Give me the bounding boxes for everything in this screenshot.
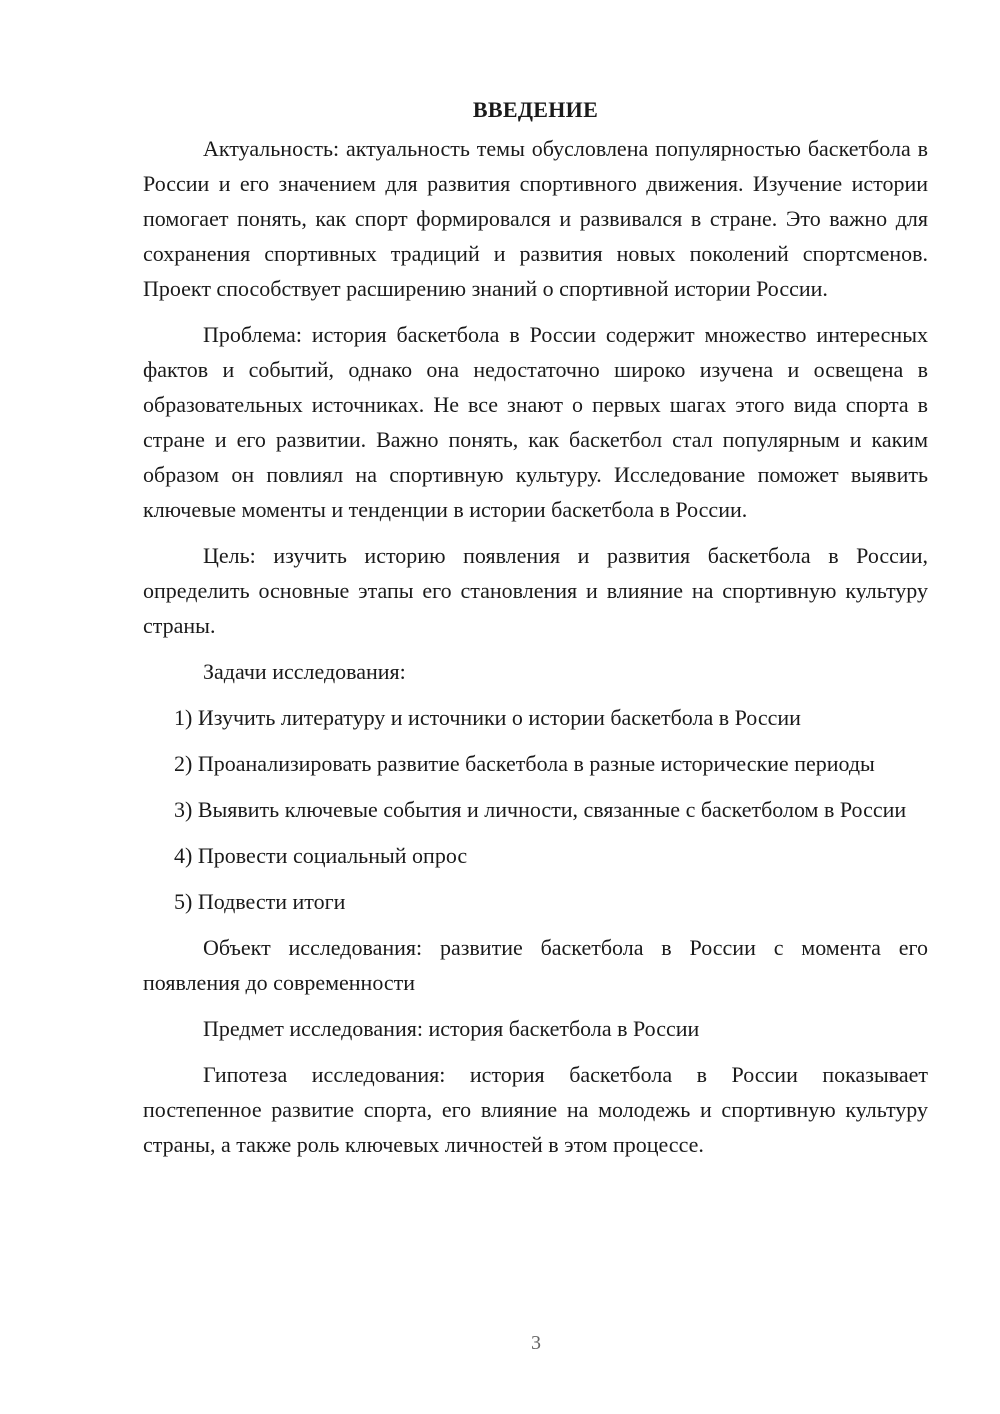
task-item-4: 4) Провести социальный опрос (174, 843, 468, 868)
task-item-3: 3) Выявить ключевые события и личности, связанные с баскетболом в России (174, 797, 907, 822)
paragraph-subject: Предмет исследования: история баскетбола в России (203, 1016, 700, 1041)
paragraph-hypothesis: Гипотеза исследования: история баскетбола в России показывает постепенное развитие спорта, его влияние на молодежь и спортивную культуру страны, а также роль ключевых личностей в этом процессе. (143, 1062, 928, 1157)
paragraph-goal: Цель: изучить историю появления и развития баскетбола в России, определить основные этапы его становления и влияние на спортивную культуру страны. (143, 543, 928, 638)
paragraph-relevance: Актуальность: актуальность темы обусловлена популярностью баскетбола в России и его значением для развития спортивного движения. Изучение истории помогает понять, как спорт формировался и развивался в стране. Это важно для сохранения спортивных традиций и развития новых поколений спортсменов. Проект способствует расширению знаний о спортивной истории России. (143, 136, 928, 301)
section-title: ВВЕДЕНИЕ (472, 97, 599, 122)
task-item-2: 2) Проанализировать развитие баскетбола в разные исторические периоды (174, 751, 875, 776)
document-page (143, 92, 928, 1173)
paragraph-tasks-heading: Задачи исследования: (203, 659, 406, 684)
task-item-5: 5) Подвести итоги (174, 889, 346, 914)
page-number: 3 (531, 1332, 541, 1354)
paragraph-object: Объект исследования: развитие баскетбола в России с момента его появления до современности (143, 935, 928, 995)
paragraph-problem: Проблема: история баскетбола в России содержит множество интересных фактов и событий, однако она недостаточно широко изучена и освещена в образовательных источниках. Не все знают о первых шагах этого вида спорта в стране и его развитии. Важно понять, как баскетбол стал популярным и каким образом он повлиял на спортивную культуру. Исследование поможет выявить ключевые моменты и тенденции в истории баскетбола в России. (143, 322, 928, 522)
task-item-1: 1) Изучить литературу и источники о истории баскетбола в России (174, 705, 801, 730)
